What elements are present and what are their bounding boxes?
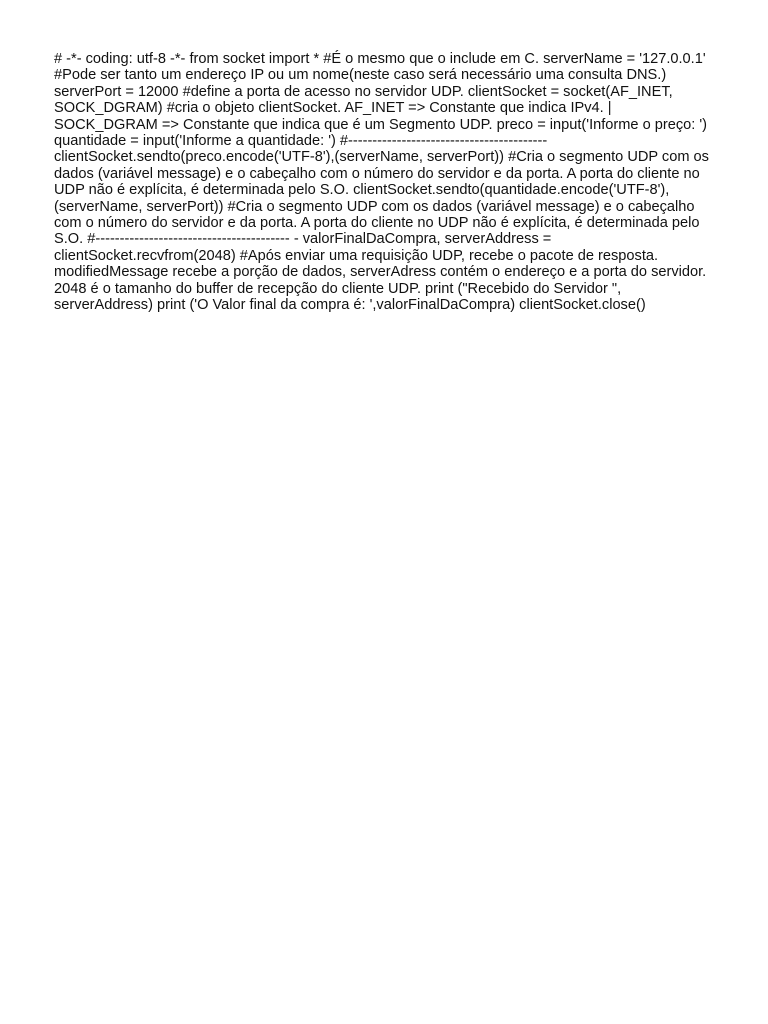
document-body-text: # -*- coding: utf-8 -*- from socket import * #É o mesmo que o include em C. serverName = '127.0.0.1' #Pode ser tanto um endereço IP ou um nome(neste caso será necessário uma consulta DNS.) serverPort = 12000 #define a porta de acesso no servidor UDP. clientSocket = socket(AF_INET, SOCK_DGRAM) #cria o objeto clientSocket. AF_INET => Constante que indica IPv4. | SOCK_DGRAM => Constante que indica que é um Segmento UDP. preco = input('Informe o preço: ') quantidade = input('Informe a quantidade: ') #----------------------------------------- clientSocket.sendto(preco.encode('UTF-8'),(serverName, serverPort)) #Cria o segmento UDP com os dados (variável message) e o cabeçalho com o número do servidor e da porta. A porta do cliente no UDP não é explícita, é determinada pelo S.O. clientSocket.sendto(quantidade.encode('UTF-8'),(serverName, serverPort)) #Cria o segmento UDP com os dados (variável message) e o cabeçalho com o número do servidor e da porta. A porta do cliente no UDP não é explícita, é determinada pelo S.O. #---------------------------------------- - valorFinalDaCompra, serverAddress = clientSocket.recvfrom(2048) #Após enviar uma requisição UDP, recebe o pacote de resposta. modifiedMessage recebe a porção de dados, serverAdress contém o endereço e a porta do servidor. 2048 é o tamanho do buffer de recepção do cliente UDP. print ("Recebido do Servidor ", serverAddress) print ('O Valor final da compra é: ',valorFinalDaCompra) clientSocket.close() [54,51,714,314]
